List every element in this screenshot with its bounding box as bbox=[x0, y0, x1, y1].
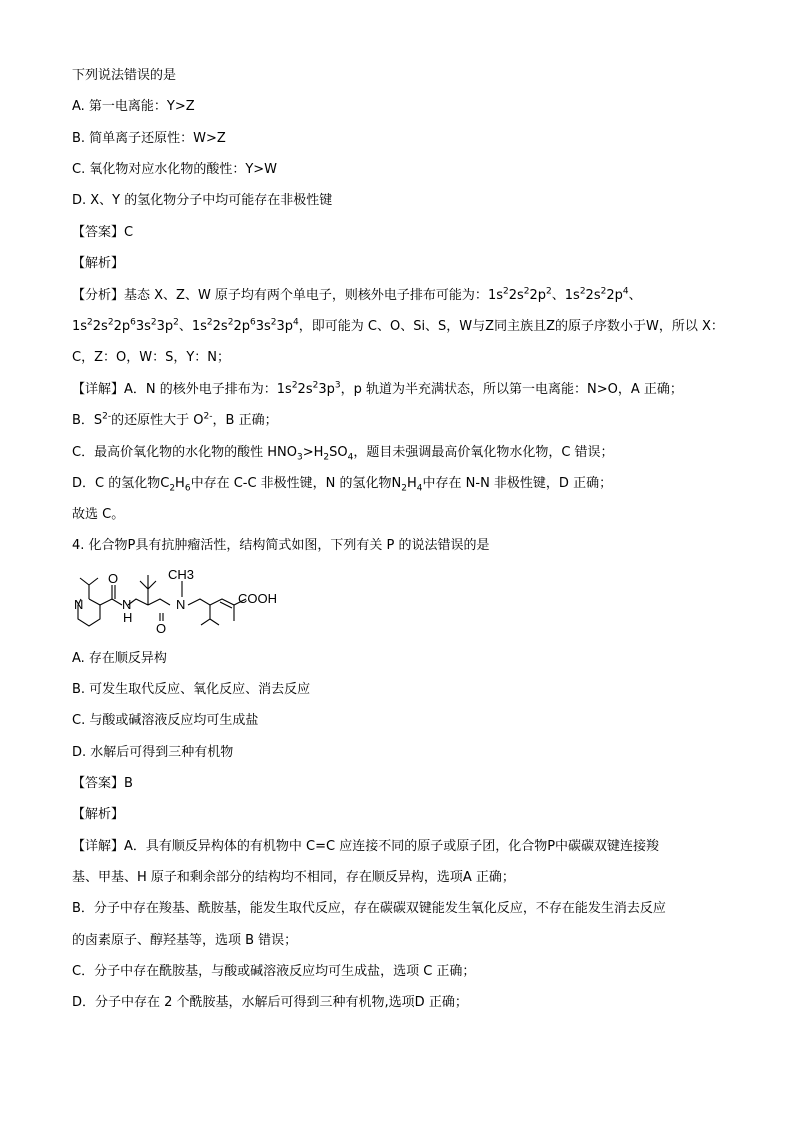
q3-detail-c-tail: ，题目未强调最高价氧化物水化物，C 错误； bbox=[353, 445, 614, 460]
q4-option-a: A. 存在顺反异构 bbox=[72, 651, 167, 666]
label-n-tertiary: N bbox=[176, 597, 186, 612]
q3-detail-d-pre: D．C 的氢化物 bbox=[72, 476, 161, 491]
q4-option-b: B. 可发生取代反应、氧化反应、消去反应 bbox=[72, 682, 311, 697]
q3-detail-c: C．最高价氧化物的水化物的酸性 $HNO_3>H_2SO_4$，题目未强调最高价氧化物水化物，C 错误； bbox=[72, 445, 614, 463]
q3-detail-b: B．$S^{2-}$的还原性大于 $O^{2-}$，B 正确； bbox=[72, 411, 278, 428]
q3-stem: 下列说法错误的是 bbox=[72, 68, 177, 83]
q3-option-c: C. 氧化物对应水化物的酸性：Y>W bbox=[72, 162, 278, 177]
q3-detail-d-mid: 中存在 C-C 非极性键，N 的氢化物 bbox=[190, 476, 392, 491]
q4-stem: 4. 化合物P具有抗肿瘤活性，结构简式如图，下列有关 P 的说法错误的是 bbox=[72, 538, 490, 553]
q3-detail-a-post: ，p 轨道为半充满状态，所以第一电离能：N>O，A 正确； bbox=[340, 382, 683, 397]
q3-analysis-title: 【解析】 bbox=[72, 256, 125, 271]
q3-detail-d-post: 中存在 N-N 非极性键，D 正确； bbox=[422, 476, 613, 491]
q3-detail-a: 【详解】A．N 的核外电子排布为：$1s^22s^23p^3$，p 轨道为半充满状态，所以第一电离能：N>O，A 正确； bbox=[72, 380, 683, 397]
q4-detail-line: 的卤素原子、醇羟基等，选项 B 错误； bbox=[72, 933, 298, 948]
q4-detail-line: 基、甲基、H 原子和剩余部分的结构均不相同，存在顺反异构，选项A 正确； bbox=[72, 870, 515, 885]
q3-fenxi-line-2: $1s^22s^22p^63s^23p^2$、$1s^22s^22p^63s^23p^4$，即可能为 C、O、Si、S，W与Z同主族且Z的原子序数小于W，所以 X： bbox=[72, 317, 724, 334]
q3-detail-d: D．C 的氢化物$C_2H_6$中存在 C-C 非极性键，N 的氢化物$N_2H_4$中存在 N-N 非极性键，D 正确； bbox=[72, 476, 613, 494]
q4-option-c: C. 与酸或碱溶液反应均可生成盐 bbox=[72, 713, 259, 728]
q3-detail-c-text: C．最高价氧化物的水化物的酸性 HNO bbox=[72, 445, 297, 460]
q4-detail-line: D．分子中存在 2 个酰胺基，水解后可得到三种有机物,选项D 正确； bbox=[72, 995, 468, 1010]
label-n-ring: N bbox=[74, 597, 84, 612]
q3-fenxi-line-3: C，Z：O，W：S，Y：N； bbox=[72, 350, 230, 365]
label-n-amide: N bbox=[122, 597, 132, 612]
q4-answer: 【答案】B bbox=[72, 776, 133, 791]
label-h: H bbox=[123, 610, 133, 625]
label-ch3: CH3 bbox=[168, 567, 195, 582]
q4-detail-line: B．分子中存在羧基、酰胺基，能发生取代反应，存在碳碳双键能发生氧化反应，不存在能发生消去反应 bbox=[72, 901, 666, 916]
label-o-2: O bbox=[156, 621, 167, 636]
q3-detail-b-tail: ，B 正确； bbox=[212, 413, 278, 428]
q3-answer: 【答案】C bbox=[72, 225, 134, 240]
q4-analysis-title: 【解析】 bbox=[72, 807, 125, 822]
q3-option-d: D. X、Y 的氢化物分子中均可能存在非极性键 bbox=[72, 193, 333, 208]
q3-option-a: A. 第一电离能：Y>Z bbox=[72, 99, 195, 114]
q3-fenxi-text-2: ，即可能为 C、O、Si、S，W与Z同主族且Z的原子序数小于W，所以 X： bbox=[298, 319, 724, 334]
q3-detail-b-text: 的还原性大于 O bbox=[111, 413, 204, 428]
q4-detail-line: C．分子中存在酰胺基，与酸或碱溶液反应均可生成盐，选项 C 正确； bbox=[72, 964, 476, 979]
q3-option-b: B. 简单离子还原性：W>Z bbox=[72, 131, 226, 146]
label-o-1: O bbox=[108, 571, 119, 586]
q3-fenxi-line-1: 【分析】基态 X、Z、W 原子均有两个单电子，则核外电子排布可能为：$1s^22s^22p^2$、$1s^22s^22p^4$、 bbox=[72, 286, 642, 303]
q3-fenxi-text: 【分析】基态 X、Z、W 原子均有两个单电子，则核外电子排布可能为： bbox=[72, 288, 488, 303]
q4-detail-line: 【详解】A．具有顺反异构体的有机物中 C=C 应连接不同的原子或原子团，化合物P中碳碳双键连接羧 bbox=[72, 839, 660, 854]
label-cooh: COOH bbox=[238, 591, 277, 606]
q3-detail-a-pre: 【详解】A．N 的核外电子排布为： bbox=[72, 382, 277, 397]
q3-conclusion: 故选 C。 bbox=[72, 507, 125, 522]
structure-diagram bbox=[70, 561, 300, 641]
q4-option-d: D. 水解后可得到三种有机物 bbox=[72, 745, 234, 760]
